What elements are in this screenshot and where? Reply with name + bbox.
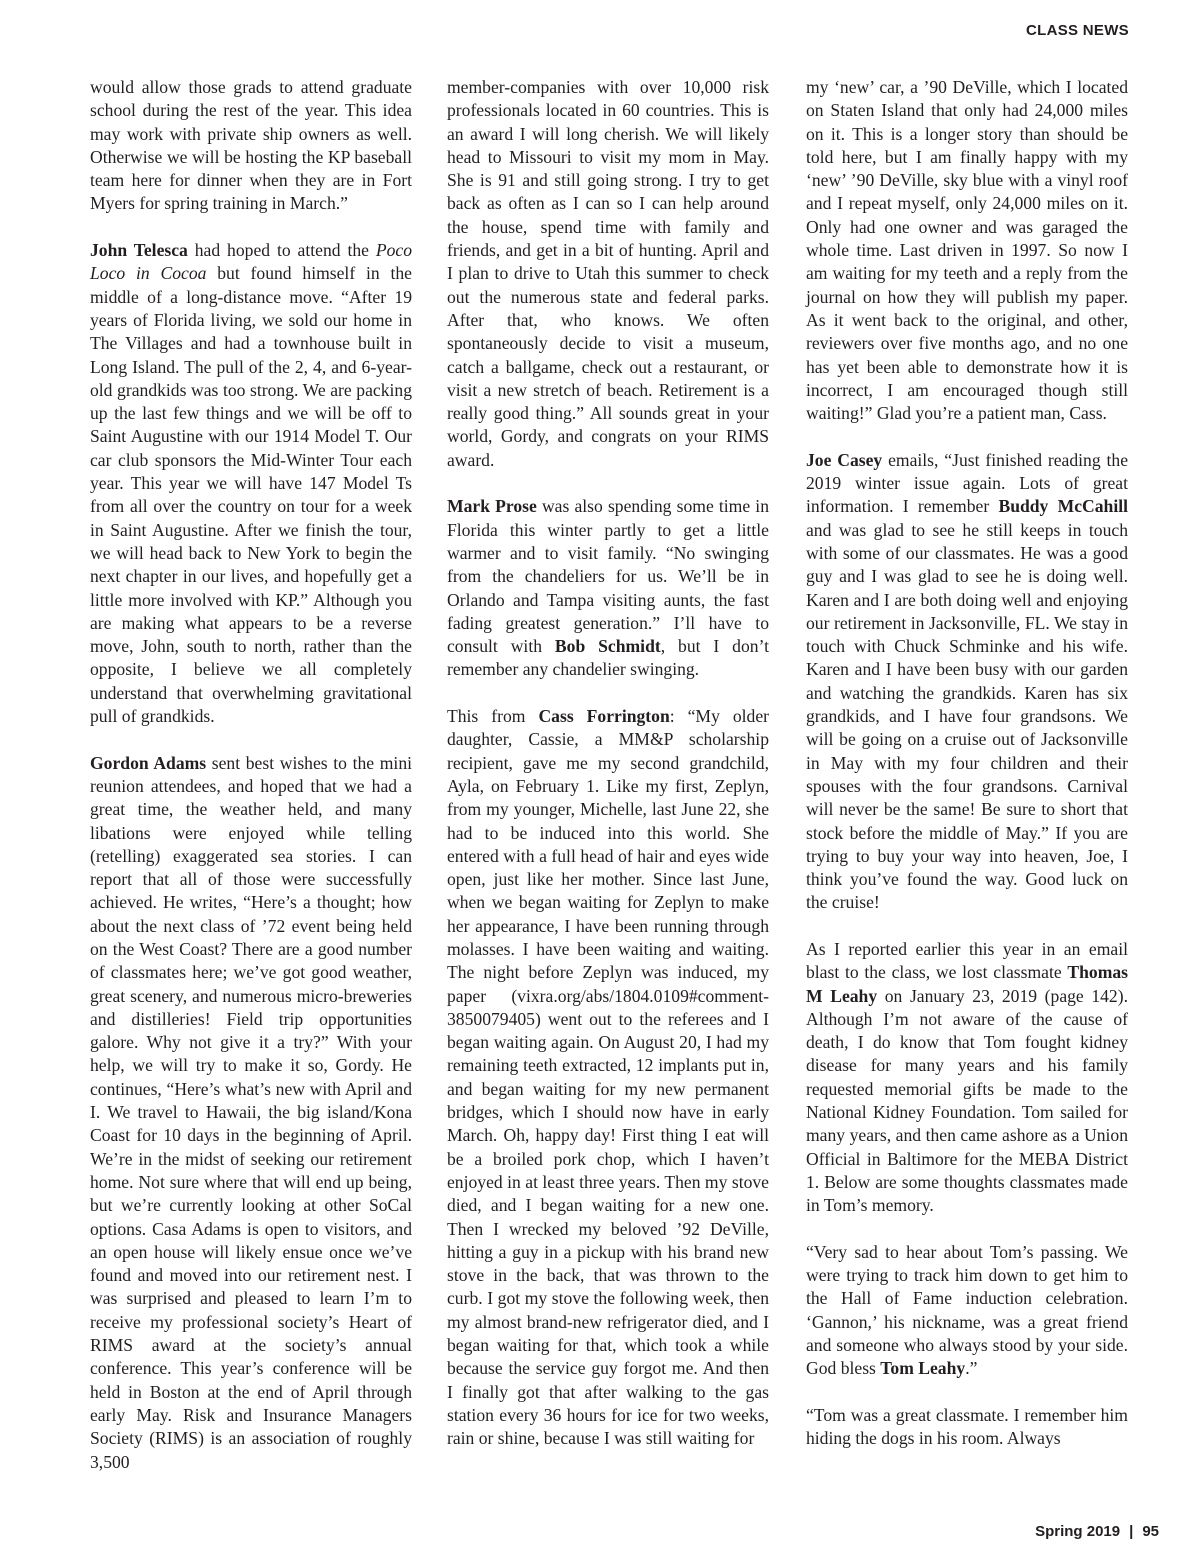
paragraph-text: As I reported earlier this year in an email blast to the class, we lost classmate [806,938,1128,983]
classmate-name: John Telesca [90,240,188,261]
paragraph-text: This from [447,706,539,727]
paragraph-text: : “My older daughter, Cassie, a MM&P scholarship recipient, gave me my second grandchild, Ayla, on February 1. Like my first, Zeplyn, from my younger, Michelle, last June 22, she had to be induced into this world. She entered with a full head of hair and eyes wide open, just like her mother. Since last June, when we began waiting for Zeplyn to make her appearance, I have been running through molasses. I have been waiting and waiting. The night before Zeplyn was induced, my paper (vixra.org/abs/1804.0109#comment-3850079405) went out to the referees and I began waiting again. On August 20, I had my remaining teeth extracted, 12 implants put in, and began waiting for my new permanent bridges, which I should now have in early March. Oh, happy day! First thing I eat will be a broiled pork chop, which I haven’t enjoyed in at least three years. Then my stove died, and I began waiting for a new one. Then I wrecked my beloved ’92 DeVille, hitting a guy in a pickup with his brand new stove in the back, that was thrown to the curb. I got my stove the following week, then my almost brand-new refrigerator died, and I began waiting for that, which took a while because the service guy forgot me. And then I finally got that after walking to the gas station every 36 hours for ice for two weeks, rain or shine, because I was still waiting for [447,706,769,1449]
paragraph-text: had hoped to attend the [187,240,376,261]
paragraph-text: my ‘new’ car, a ’90 DeVille, which I located on Staten Island that only had 24,000 miles on it. This is a longer story than should be told here, but I am finally happy with my ‘new’ ’90 DeVille, sky blue with a vinyl roof and I repeat myself, only 24,000 miles on it. Only had one owner and was garaged the whole time. Last driven in 1997. So now I am waiting for my teeth and a reply from the journal on how they will publish my paper. As it went back to the original, and other, reviewers over five months ago, and no one has yet been able to demonstrate how it is incorrect, I am encouraged though still waiting!” Glad you’re a patient man, Cass. [806,77,1128,424]
page-number: 95 [1142,1523,1159,1540]
paragraph [806,76,1128,425]
footer-separator: | [1129,1523,1134,1540]
paragraph [447,76,769,472]
section-header: CLASS NEWS [1025,22,1129,39]
classmate-name: Thomas M Leahy [806,962,1128,1006]
paragraph-text: was also spending some time in Florida this winter partly to get a little warmer and to visit family. “No swinging from the chandeliers for us. We’ll be in Orlando and Tampa visiting aunts, the fast fading greatest generation.” I’ll have to consult with [447,496,769,657]
paragraph [806,938,1128,1218]
paragraph [806,1241,1128,1381]
column-2 [447,76,769,1451]
paragraph [447,495,769,681]
paragraph [90,239,412,728]
paragraph-text: on January 23, 2019 (page 142). Although I’m not aware of the cause of death, I do know that Tom fought kidney disease for many years and his family requested memorial gifts be made to the National Kidney Foundation. Tom sailed for many years, and then came ashore as a Union Official in Baltimore for the MEBA District 1. Below are some thoughts classmates made in Tom’s memory. [806,985,1128,1216]
paragraph-text: “Tom was a great classmate. I remember him hiding the dogs in his room. Always [806,1404,1128,1449]
column-3 [806,76,1128,1451]
paragraph [447,705,769,1451]
issue-label: Spring 2019 [1035,1523,1121,1540]
event-name: Poco Loco in Cocoa [90,240,412,284]
classmate-name: Bob Schmidt [554,636,661,657]
paragraph-text: , but I don’t remember any chandelier swinging. [447,636,769,680]
classmate-name: Mark Prose [447,496,537,517]
paragraph-text: “Very sad to hear about Tom’s passing. We were trying to track him down to get him to the Hall of Fame induction celebration. ‘Gannon,’ his nickname, was a great friend and someone who always stood by your side. God bless [806,1241,1128,1379]
paragraph-text: member-companies with over 10,000 risk professionals located in 60 countries. This is an award I will long cherish. We will likely head to Missouri to visit my mom in May. She is 91 and still going strong. I try to get back as often as I can so I can help around the house, spend time with family and friends, and get in a bit of hunting. April and I plan to drive to Utah this summer to check out the numerous state and federal parks. After that, who knows. We often spontaneously decide to visit a museum, catch a ballgame, check out a restaurant, or visit a new stretch of beach. Retirement is a really good thing.” All sounds great in your world, Gordy, and congrats on your RIMS award. [447,77,769,470]
classmate-name: Gordon Adams [90,752,207,773]
classmate-name: Tom Leahy [880,1358,966,1379]
paragraph [90,76,412,216]
paragraph-text: sent best wishes to the mini reunion attendees, and hoped that we had a great time, the weather held, and many libations were enjoyed while telling (retelling) exaggerated sea stories. I can report that all of those were successfully achieved. He writes, “Here’s a thought; how about the next class of ’72 event being held on the West Coast? There are a good number of classmates here; we’ve got good weather, great scenery, and numerous micro-breweries and distilleries! Field trip opportunities galore. Why not give it a try?” With your help, we will try to make it so, Gordy. He continues, “Here’s what’s new with April and I. We travel to Hawaii, the big island/Kona Coast for 10 days in the beginning of April. We’re in the midst of seeking our retirement home. Not sure where that will end up being, but we’re currently looking at other SoCal options. Casa Adams is open to visitors, and an open house will likely ensue once we’ve found and moved into our retirement nest. I was surprised and pleased to learn I’m to receive my professional society’s Heart of RIMS award at the society’s annual conference. This year’s conference will be held in Boston at the end of April through early May. Risk and Insurance Managers Society (RIMS) is an association of roughly 3,500 [90,752,413,1472]
paragraph-text: would allow those grads to attend graduate school during the rest of the year. This idea may work with private ship owners as well. Otherwise we will be hosting the KP baseball team here for dinner when they are in Fort Myers for spring training in March.” [90,77,412,214]
page-footer [1035,1523,1159,1540]
paragraph-text: emails, “Just finished reading the 2019 winter issue again. Lots of great information. I remember [806,449,1128,517]
classmate-name: Buddy McCahill [998,496,1128,517]
paragraph [806,1404,1128,1451]
paragraph-text: .” [965,1358,978,1379]
paragraph-text: and was glad to see he still keeps in touch with some of our classmates. He was a good guy and I was glad to see he is doing well. Karen and I are both doing well and enjoying our retirement in Jacksonville, FL. We stay in touch with Chuck Schminke and his wife. Karen and I have been busy with our garden and watching the grandkids. Karen has six grandkids, and I have four grandsons. We will be going on a cruise out of Jacksonville in May with my four children and their spouses with the four grandsons. Carnival will never be the same! Be sure to short that stock before the middle of May.” If you are trying to buy your way into heaven, Joe, I think you’ve found the way. Good luck on the cruise! [806,519,1128,913]
paragraph [806,449,1128,915]
classmate-name: Cass Forrington [538,706,670,727]
paragraph [90,752,412,1474]
classmate-name: Joe Casey [806,449,883,470]
paragraph-text: but found himself in the middle of a long-distance move. “After 19 years of Florida living, we sold our home in The Villages and had a townhouse built in Long Island. The pull of the 2, 4, and 6-year-old grandkids was too strong. We are packing up the last few things and we will be off to Saint Augustine with our 1914 Model T. Our car club sponsors the Mid-Winter Tour each year. This year we will have 147 Model Ts from all over the country on tour for a week in Saint Augustine. After we finish the tour, we will head back to New York to begin the next chapter in our lives, and hopefully get a little more involved with KP.” Although you are making what appears to be a reverse move, John, south to north, rather than the opposite, I believe we all completely understand that overwhelming gravitational pull of grandkids. [90,263,412,727]
column-1 [90,76,412,1474]
